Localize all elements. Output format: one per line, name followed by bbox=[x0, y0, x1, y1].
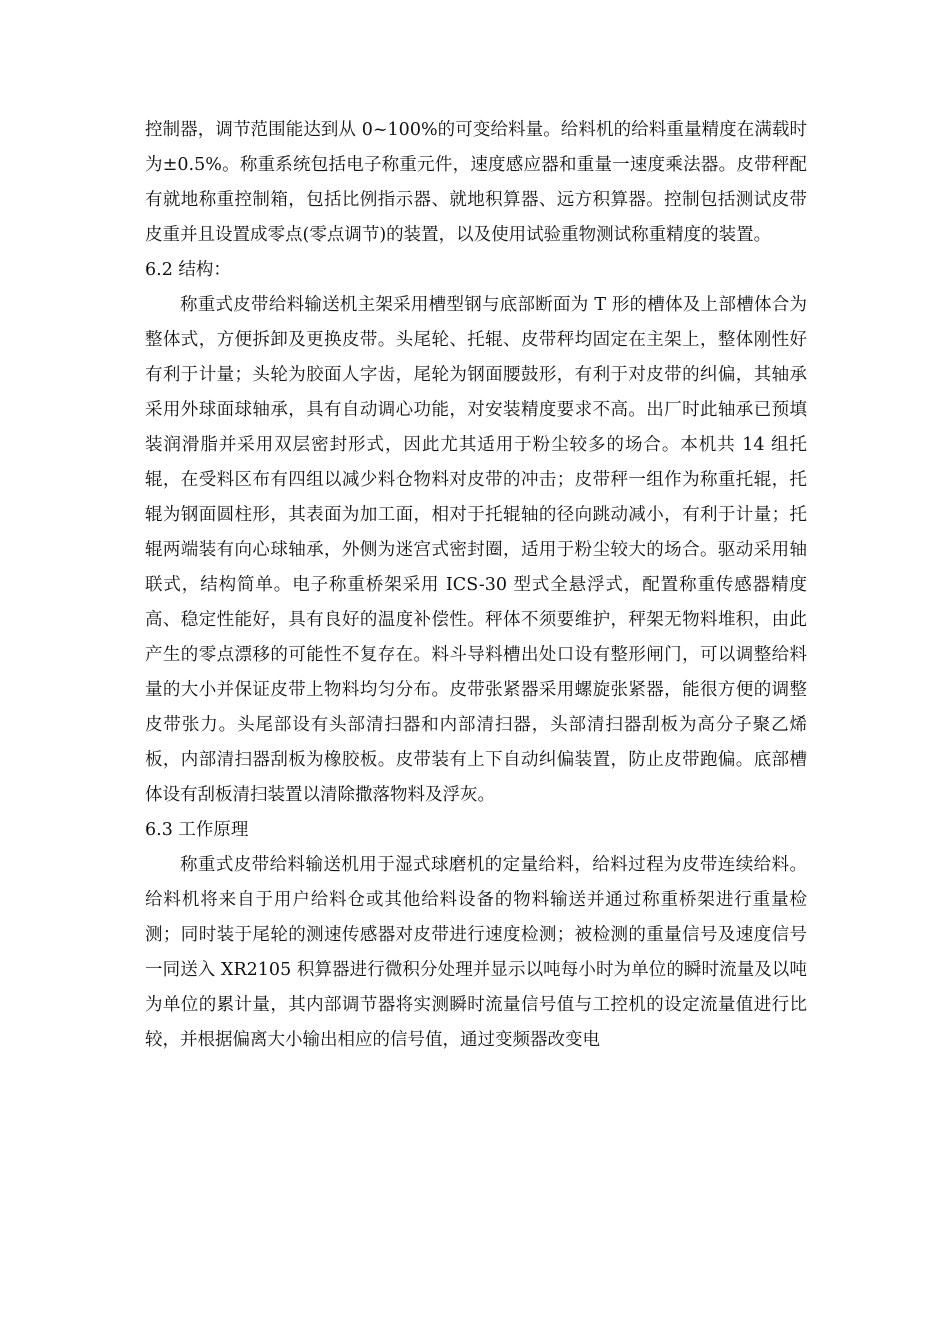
intro-paragraph: 控制器，调节范围能达到从 0~100%的可变给料量。给料机的给料重量精度在满载时为±0.5%。称重系统包括电子称重元件，速度感应器和重量一速度乘法器。皮带秤配有就地称重控制箱，包括比例指示器、就地积算器、远方积算器。控制包括测试皮带皮重并且设置成零点(零点调节)的装置，以及使用试验重物测试称重精度的装置。 bbox=[145, 120, 807, 245]
section-heading-structure: 6.2 结构： bbox=[145, 260, 231, 280]
document-page bbox=[145, 113, 807, 1058]
structure-paragraph: 称重式皮带给料输送机主架采用槽型钢与底部断面为 T 形的槽体及上部槽体合为整体式，方便拆卸及更换皮带。头尾轮、托辊、皮带秤均固定在主架上，整体刚性好有利于计量；头轮为胶面人字齿，尾轮为钢面腰鼓形，有利于对皮带的纠偏，其轴承采用外球面球轴承，具有自动调心功能，对安装精度要求不高。出厂时此轴承已预填装润滑脂并采用双层密封形式，因此尤其适用于粉尘较多的场合。本机共 14 组托辊，在受料区布有四组以减少料仓物料对皮带的冲击；皮带秤一组作为称重托辊，托辊为钢面圆柱形，其表面为加工面，相对于托辊轴的径向跳动减小，有利于计量；托辊两端装有向心球轴承，外侧为迷宫式密封圈，适用于粉尘较大的场合。驱动采用轴联式，结构简单。电子称重桥架采用 ICS-30 型式全悬浮式，配置称重传感器精度高、稳定性能好，具有良好的温度补偿性。秤体不须要维护，秤架无物料堆积，由此产生的零点漂移的可能性不复存在。料斗导料槽出处口设有整形闸门，可以调整给料量的大小并保证皮带上物料均匀分布。皮带张紧器采用螺旋张紧器，能很方便的调整皮带张力。头尾部设有头部清扫器和内部清扫器，头部清扫器刮板为高分子聚乙烯板，内部清扫器刮板为橡胶板。皮带装有上下自动纠偏装置，防止皮带跑偏。底部槽体设有刮板清扫装置以清除撒落物料及浮灰。 bbox=[145, 295, 807, 805]
principle-paragraph: 称重式皮带给料输送机用于湿式球磨机的定量给料，给料过程为皮带连续给料。给料机将来自于用户给料仓或其他给料设备的物料输送并通过称重桥架进行重量检测；同时装于尾轮的测速传感器对皮带进行速度检测；被检测的重量信号及速度信号一同送入 XR2105 积算器进行微积分处理并显示以吨每小时为单位的瞬时流量及以吨为单位的累计量，其内部调节器将实测瞬时流量信号值与工控机的设定流量值进行比较，并根据偏离大小输出相应的信号值，通过变频器改变电 bbox=[145, 855, 807, 1050]
section-heading-principle: 6.3 工作原理 bbox=[145, 820, 249, 840]
